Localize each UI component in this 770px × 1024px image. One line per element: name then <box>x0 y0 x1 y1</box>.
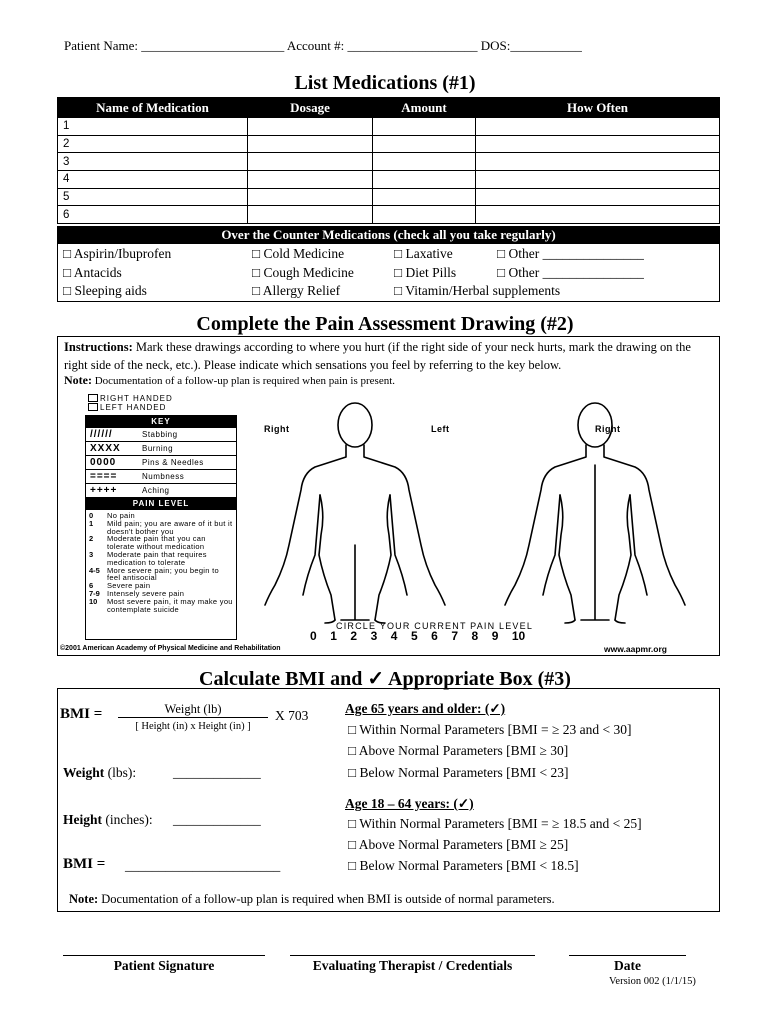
pain-scale-10[interactable]: 10 <box>511 629 526 643</box>
how-often-cell[interactable] <box>476 135 720 153</box>
key-label: Burning <box>142 444 174 453</box>
otc-label: Other <box>508 265 540 280</box>
otc-label: Laxative <box>405 246 453 261</box>
pain-scale-5[interactable]: 5 <box>410 629 418 643</box>
figure-label-right-back: Right <box>595 424 621 434</box>
weight-label: Weight <box>63 765 105 780</box>
how-often-cell[interactable] <box>476 153 720 171</box>
figure-label-right-front: Right <box>264 424 290 434</box>
instructions <box>64 338 714 374</box>
right-handed-checkbox[interactable] <box>88 394 173 403</box>
otc-laxative-checkbox[interactable]: □ Laxative <box>394 246 453 261</box>
otc-label: Cough Medicine <box>263 265 354 280</box>
pain-level-item <box>86 551 236 567</box>
key-symbol: 0000 <box>90 457 117 468</box>
otc-cold-medicine-checkbox[interactable]: □ Cold Medicine <box>252 246 345 261</box>
bmi-multiplier: X 703 <box>275 708 309 723</box>
weight-row <box>63 765 136 781</box>
pain-scale-2[interactable]: 2 <box>350 629 358 643</box>
medication-table-header <box>58 98 720 118</box>
option-label: Below Normal Parameters [BMI < 23] <box>359 765 569 780</box>
table-row <box>58 118 720 136</box>
therapist-signature-line[interactable] <box>290 955 535 956</box>
age18-title: Age 18 – 64 years: (✓) <box>345 796 474 811</box>
age18-within-checkbox[interactable]: □ Within Normal Parameters [BMI = ≥ 18.5 and < 25] <box>348 816 642 831</box>
key-row-stabbing <box>86 428 236 442</box>
pain-level-number: 4-5 <box>89 565 100 575</box>
key-label: Numbness <box>142 472 185 481</box>
pain-level-text: No pain <box>107 511 135 520</box>
date-line[interactable] <box>569 955 686 956</box>
pain-level-number: 1 <box>89 518 94 528</box>
dos-field[interactable]: ___________ <box>510 38 582 53</box>
how-often-cell[interactable] <box>476 206 720 224</box>
bmi-numerator: Weight (lb) <box>164 702 222 716</box>
pain-level-title: PAIN LEVEL <box>86 498 236 510</box>
checkbox-icon <box>88 403 98 411</box>
amount-cell[interactable] <box>373 206 476 224</box>
height-field[interactable]: _____________ <box>173 812 261 827</box>
pain-level-item <box>86 567 236 583</box>
age65-below-checkbox[interactable]: □ Below Normal Parameters [BMI < 23] <box>348 765 569 780</box>
pain-level-item <box>86 535 236 551</box>
amount-cell[interactable] <box>373 153 476 171</box>
table-row <box>58 153 720 171</box>
otc-label: Sleeping aids <box>74 283 147 298</box>
pain-level-number: 10 <box>89 596 98 606</box>
pain-scale-6[interactable]: 6 <box>431 629 438 643</box>
patient-name-field[interactable]: ______________________ <box>141 38 285 53</box>
pain-scale-3[interactable]: 3 <box>370 629 378 643</box>
pain-key <box>85 415 237 640</box>
otc-allergy-relief-checkbox[interactable]: □ Allergy Relief <box>252 283 341 298</box>
key-label: Pins & Needles <box>142 458 204 467</box>
medication-table <box>57 97 720 224</box>
section3-title: Calculate BMI and ✓ Appropriate Box (#3) <box>199 668 571 690</box>
amount-cell[interactable] <box>373 171 476 189</box>
option-label: Below Normal Parameters [BMI < 18.5] <box>359 858 579 873</box>
key-symbol: XXXX <box>90 443 121 454</box>
key-symbol: ////// <box>90 429 113 440</box>
pain-level-number: 7-9 <box>89 588 100 598</box>
bmi-result-field[interactable]: _______________________ <box>125 858 281 873</box>
key-symbol: ==== <box>90 471 118 482</box>
key-row-pins-needles <box>86 456 236 470</box>
dosage-cell[interactable] <box>248 171 373 189</box>
pain-note-text: Documentation of a follow-up plan is required when pain is present. <box>94 375 396 387</box>
pain-level-text: Intensely severe pain <box>107 588 185 598</box>
pain-level-text: More severe pain; you begin to feel antisocial <box>107 565 219 583</box>
pain-level-number: 2 <box>89 534 94 544</box>
otc-diet-pills-checkbox[interactable]: □ Diet Pills <box>394 265 457 280</box>
otc-other2-checkbox[interactable]: □ Other _______________ <box>497 265 644 280</box>
pain-scale <box>310 629 525 643</box>
dosage-cell[interactable] <box>248 206 373 224</box>
height-label: Height <box>63 812 102 827</box>
amount-cell[interactable] <box>373 135 476 153</box>
otc-label: Aspirin/Ibuprofen <box>73 246 172 261</box>
pain-level-text: Moderate pain that requires medication to tolerate <box>107 549 207 567</box>
option-label: Above Normal Parameters [BMI ≥ 25] <box>358 837 569 852</box>
dos-label: DOS: <box>480 38 511 53</box>
table-row <box>58 171 720 189</box>
key-label: Stabbing <box>142 430 178 439</box>
figure-label-left: Left <box>431 424 450 434</box>
age65-within-checkbox[interactable]: □ Within Normal Parameters [BMI = ≥ 23 and < 30] <box>348 722 632 737</box>
dosage-cell[interactable] <box>248 135 373 153</box>
row-number[interactable]: 3 <box>58 153 248 171</box>
copyright-text: ©2001 American Academy of Physical Medicine and Rehabilitation <box>60 645 281 652</box>
key-row-numbness <box>86 470 236 484</box>
otc-sleeping-aids-checkbox[interactable]: □ Sleeping aids <box>63 283 147 298</box>
pain-scale-1[interactable]: 1 <box>330 629 337 643</box>
col-how-often: How Often <box>476 98 720 118</box>
dosage-cell[interactable] <box>248 153 373 171</box>
otc-label: Antacids <box>73 265 122 280</box>
row-number[interactable]: 1 <box>58 118 248 136</box>
weight-unit: (lbs): <box>107 765 137 780</box>
key-symbol: ++++ <box>90 485 118 496</box>
table-row <box>58 135 720 153</box>
pain-scale-0[interactable]: 0 <box>310 629 317 643</box>
row-number[interactable]: 4 <box>58 171 248 189</box>
otc-aspirin-checkbox[interactable]: □ Aspirin/Ibuprofen <box>63 246 172 261</box>
bmi-note <box>69 892 555 907</box>
pain-level-list <box>86 510 236 613</box>
pain-scale-7[interactable]: 7 <box>451 629 458 643</box>
amount-cell[interactable] <box>373 118 476 136</box>
date-label: Date <box>614 958 641 973</box>
pain-level-item <box>86 520 236 536</box>
col-dosage: Dosage <box>248 98 373 118</box>
otc-other1-checkbox[interactable]: □ Other _______________ <box>497 246 644 261</box>
pain-scale-8[interactable]: 8 <box>471 629 479 643</box>
pain-level-text: Most severe pain, it may make you contemplate suicide <box>107 596 233 614</box>
pain-level-number: 0 <box>89 511 94 520</box>
front-body-figure-icon <box>265 403 445 623</box>
pain-scale-title: CIRCLE YOUR CURRENT PAIN LEVEL <box>336 621 534 631</box>
handed-label: RIGHT HANDED <box>100 394 173 403</box>
row-number[interactable]: 6 <box>58 206 248 224</box>
section2-title: Complete the Pain Assessment Drawing (#2) <box>196 313 574 335</box>
pain-note-label: Note: <box>64 373 92 387</box>
pain-scale-4[interactable]: 4 <box>390 629 398 643</box>
otc-label: Vitamin/Herbal supplements <box>405 283 561 298</box>
instructions-text: Mark these drawings according to where you hurt (if the right side of your neck hurts, mark the drawing on the right side of the neck, etc.). Please indicate which sensations you feel by referring to the key below. <box>64 340 691 372</box>
account-label: Account #: <box>286 38 345 53</box>
row-number[interactable]: 2 <box>58 135 248 153</box>
otc-vitamin-checkbox[interactable]: □ Vitamin/Herbal supplements <box>394 283 561 298</box>
key-label: Aching <box>142 486 170 495</box>
otc-label: Cold Medicine <box>263 246 345 261</box>
account-field[interactable]: ____________________ <box>347 38 478 53</box>
otc-label: Allergy Relief <box>262 283 341 298</box>
height-unit: (inches): <box>105 812 153 827</box>
otc-label: Other <box>508 246 540 261</box>
otc-title: Over the Counter Medications (check all you take regularly) <box>57 226 720 244</box>
patient-info-line <box>64 38 582 54</box>
body-diagram[interactable] <box>245 395 705 625</box>
option-label: Above Normal Parameters [BMI ≥ 30] <box>358 743 569 758</box>
bmi-note-label: Note: <box>69 892 99 906</box>
dosage-cell[interactable] <box>248 118 373 136</box>
key-row-aching <box>86 484 236 498</box>
col-amount: Amount <box>373 98 476 118</box>
version-text: Version 002 (1/1/15) <box>609 976 696 987</box>
pain-level-number: 3 <box>89 549 94 559</box>
table-row <box>58 206 720 224</box>
pain-note <box>64 373 395 388</box>
option-label: Within Normal Parameters [BMI = ≥ 23 and < 30] <box>359 722 632 737</box>
patient-signature-line[interactable] <box>63 955 265 956</box>
bmi-formula-label: BMI = <box>60 706 103 722</box>
age65-title: Age 65 years and older: (✓) <box>345 701 506 716</box>
pain-level-item <box>86 598 236 614</box>
fraction-bar <box>118 717 268 718</box>
how-often-cell[interactable] <box>476 118 720 136</box>
dosage-cell[interactable] <box>248 188 373 206</box>
otc-antacids-checkbox[interactable]: □ Antacids <box>63 265 122 280</box>
pain-scale-9[interactable]: 9 <box>491 629 499 643</box>
key-row-burning <box>86 442 236 456</box>
handed-label: LEFT HANDED <box>100 403 167 412</box>
left-handed-checkbox[interactable] <box>88 403 166 412</box>
pain-level-number: 6 <box>89 581 94 591</box>
bmi-note-text: Documentation of a follow-up plan is required when BMI is outside of normal parameters. <box>101 892 555 906</box>
patient-signature-label: Patient Signature <box>113 958 215 973</box>
amount-cell[interactable] <box>373 188 476 206</box>
instructions-label: Instructions: <box>64 340 133 354</box>
table-row <box>58 188 720 206</box>
bmi-result-label: BMI = <box>63 856 106 872</box>
age65-above-checkbox[interactable]: □ Above Normal Parameters [BMI ≥ 30] <box>348 743 569 758</box>
age18-above-checkbox[interactable]: □ Above Normal Parameters [BMI ≥ 25] <box>348 837 569 852</box>
height-row <box>63 812 153 828</box>
option-label: Within Normal Parameters [BMI = ≥ 18.5 and < 25] <box>359 816 642 831</box>
how-often-cell[interactable] <box>476 188 720 206</box>
key-title: KEY <box>86 416 236 428</box>
row-number[interactable]: 5 <box>58 188 248 206</box>
patient-name-label: Patient Name: <box>64 38 139 53</box>
otc-label: Diet Pills <box>405 265 457 280</box>
section1-title: List Medications (#1) <box>294 72 476 94</box>
back-body-figure-icon <box>505 403 685 623</box>
website-text: www.aapmr.org <box>604 644 667 654</box>
col-name-of-medication: Name of Medication <box>58 98 248 118</box>
checkbox-icon <box>88 394 98 402</box>
weight-field[interactable]: _____________ <box>173 765 261 780</box>
pain-level-text: Severe pain <box>107 581 151 591</box>
bmi-denominator: [ Height (in) x Height (in) ] <box>135 721 251 732</box>
how-often-cell[interactable] <box>476 171 720 189</box>
pain-level-text: Moderate pain that you can tolerate without medication <box>107 534 206 552</box>
age18-below-checkbox[interactable]: □ Below Normal Parameters [BMI < 18.5] <box>348 858 579 873</box>
otc-cough-medicine-checkbox[interactable]: □ Cough Medicine <box>252 265 354 280</box>
pain-level-text: Mild pain; you are aware of it but it doesn't bother you <box>107 518 233 536</box>
therapist-signature-label: Evaluating Therapist / Credentials <box>312 958 513 973</box>
